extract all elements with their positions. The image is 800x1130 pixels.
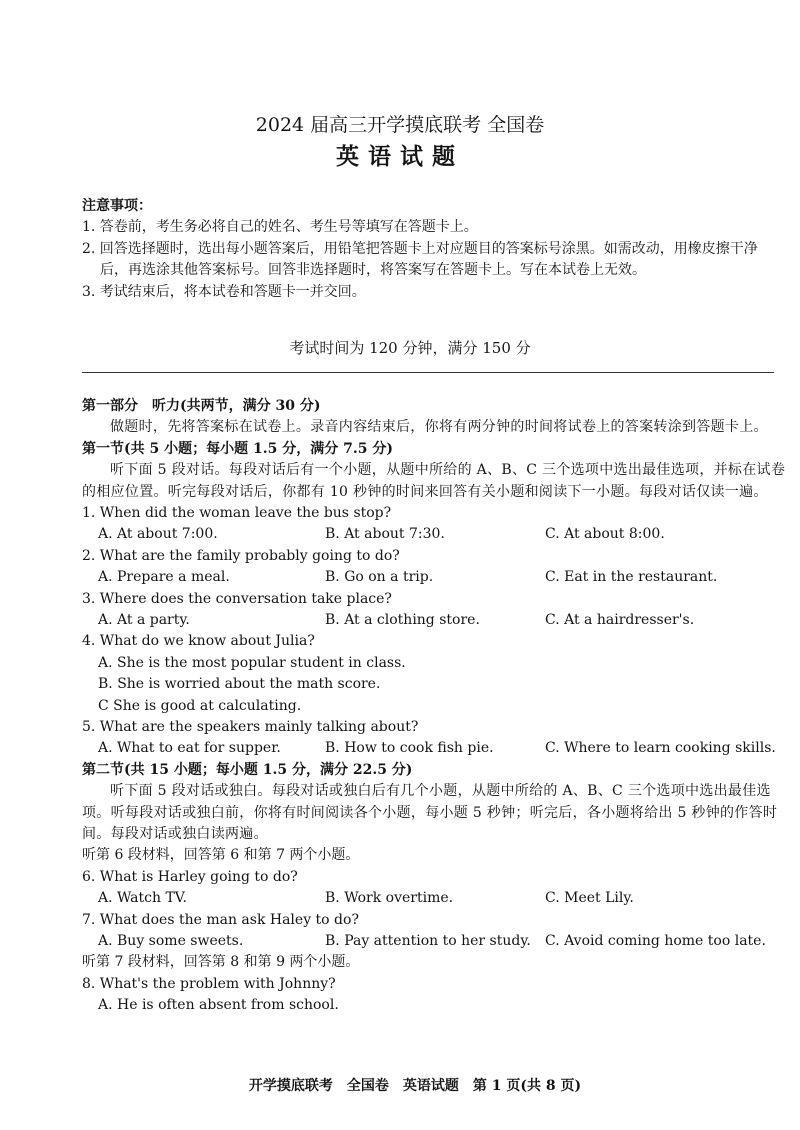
question-stem: 5. What are the speakers mainly talking about? <box>82 719 419 736</box>
option-a: A. Prepare a meal. <box>98 569 230 586</box>
divider <box>82 372 774 373</box>
option-b: B. At a clothing store. <box>325 612 480 629</box>
option-c: C. Meet Lily. <box>545 890 634 907</box>
option-a: A. At a party. <box>98 612 190 629</box>
option-c: C. At a hairdresser's. <box>545 612 695 629</box>
option-row <box>82 524 787 545</box>
page-footer: 开学摸底联考 全国卷 英语试题 第 1 页(共 8 页) <box>248 1078 582 1094</box>
option-b: B. How to cook fish pie. <box>325 740 494 757</box>
option-a: A. Watch TV. <box>98 890 187 907</box>
option-row <box>82 567 787 588</box>
question-stem: 8. What's the problem with Johnny? <box>82 975 336 992</box>
option-b: B. She is worried about the math score. <box>98 676 381 693</box>
option-a: A. Buy some sweets. <box>98 933 244 950</box>
notice-item: 1. 答卷前，考生务必将自己的姓名、考生号等填写在答题卡上。 <box>82 219 478 236</box>
part-intro: 做题时，先将答案标在试卷上。录音内容结束后，你将有两分钟的时间将试卷上的答案转涂到答题卡上。 <box>110 419 768 436</box>
option-row <box>82 931 787 952</box>
option-c: C She is good at calculating. <box>98 697 302 714</box>
exam-title: 2024 届高三开学摸底联考 全国卷 <box>255 114 545 136</box>
question-stem: 3. Where does the conversation take place? <box>82 590 392 607</box>
notice-item: 3. 考试结束后，将本试卷和答题卡一并交回。 <box>82 283 366 300</box>
section2-heading: 第二节(共 15 小题；每小题 1.5 分，满分 22.5 分) <box>82 761 413 778</box>
question-stem: 6. What is Harley going to do? <box>82 868 298 885</box>
notice-item: 2. 回答选择题时，选出每小题答案后，用铅笔把答题卡上对应题目的答案标号涂黑。如需改动，用橡皮擦干净后，再选涂其他答案标号。回答非选择题时，将答案写在答题卡上。写在本试卷上无效。 <box>82 240 758 279</box>
exam-subject: 英语试题 <box>336 143 464 170</box>
time-limit: 考试时间为 120 分钟，满分 150 分 <box>289 339 531 357</box>
material-instruction: 听第 6 段材料，回答第 6 和第 7 两个小题。 <box>82 847 360 864</box>
option-row <box>82 738 787 759</box>
section2-intro: 听下面 5 段对话或独白。每段对话或独白后有几个小题，从题中所给的 A、B、C 三个选项中选出最佳选项。听每段对话或独白前，你将有时间阅读各个小题，每小题 5 秒钟；听完后，各小题将给出 5 秒钟的作答时间。每段对话或独白读两遍。 <box>82 783 778 843</box>
option-a: A. What to eat for supper. <box>98 740 281 757</box>
material-instruction: 听第 7 段材料，回答第 8 和第 9 两个小题。 <box>82 954 360 971</box>
section1-heading: 第一节(共 5 小题；每小题 1.5 分，满分 7.5 分) <box>82 440 393 457</box>
listening-part <box>82 396 787 1017</box>
notice-heading: 注意事项： <box>82 198 152 214</box>
option-c: C. Avoid coming home too late. <box>545 933 766 950</box>
option-c: C. At about 8:00. <box>545 526 665 543</box>
option-c: C. Eat in the restaurant. <box>545 569 718 586</box>
question-stem: 1. When did the woman leave the bus stop? <box>82 505 392 522</box>
part-heading: 第一部分 听力(共两节，满分 30 分) <box>82 398 321 414</box>
question-stem: 4. What do we know about Julia? <box>82 633 315 650</box>
option-b: B. Pay attention to her study. <box>325 933 531 950</box>
option-a: A. He is often absent from school. <box>98 997 339 1014</box>
option-row <box>82 888 787 909</box>
option-a: A. At about 7:00. <box>98 526 218 543</box>
option-row <box>82 610 787 631</box>
option-b: B. At about 7:30. <box>325 526 445 543</box>
section1-intro: 听下面 5 段对话。每段对话后有一个小题，从题中所给的 A、B、C 三个选项中选出最佳选项，并标在试卷的相应位置。听完每段对话后，你都有 10 秒钟的时间来回答有关小题和阅读下一小题。每段对话仅读一遍。 <box>82 462 786 500</box>
option-a: A. She is the most popular student in class. <box>98 654 406 671</box>
question-stem: 7. What does the man ask Haley to do? <box>82 911 359 928</box>
option-b: B. Work overtime. <box>325 890 454 907</box>
option-b: B. Go on a trip. <box>325 569 434 586</box>
question-stem: 2. What are the family probably going to do? <box>82 547 400 564</box>
option-c: C. Where to learn cooking skills. <box>545 740 776 757</box>
notice-block <box>82 196 782 303</box>
